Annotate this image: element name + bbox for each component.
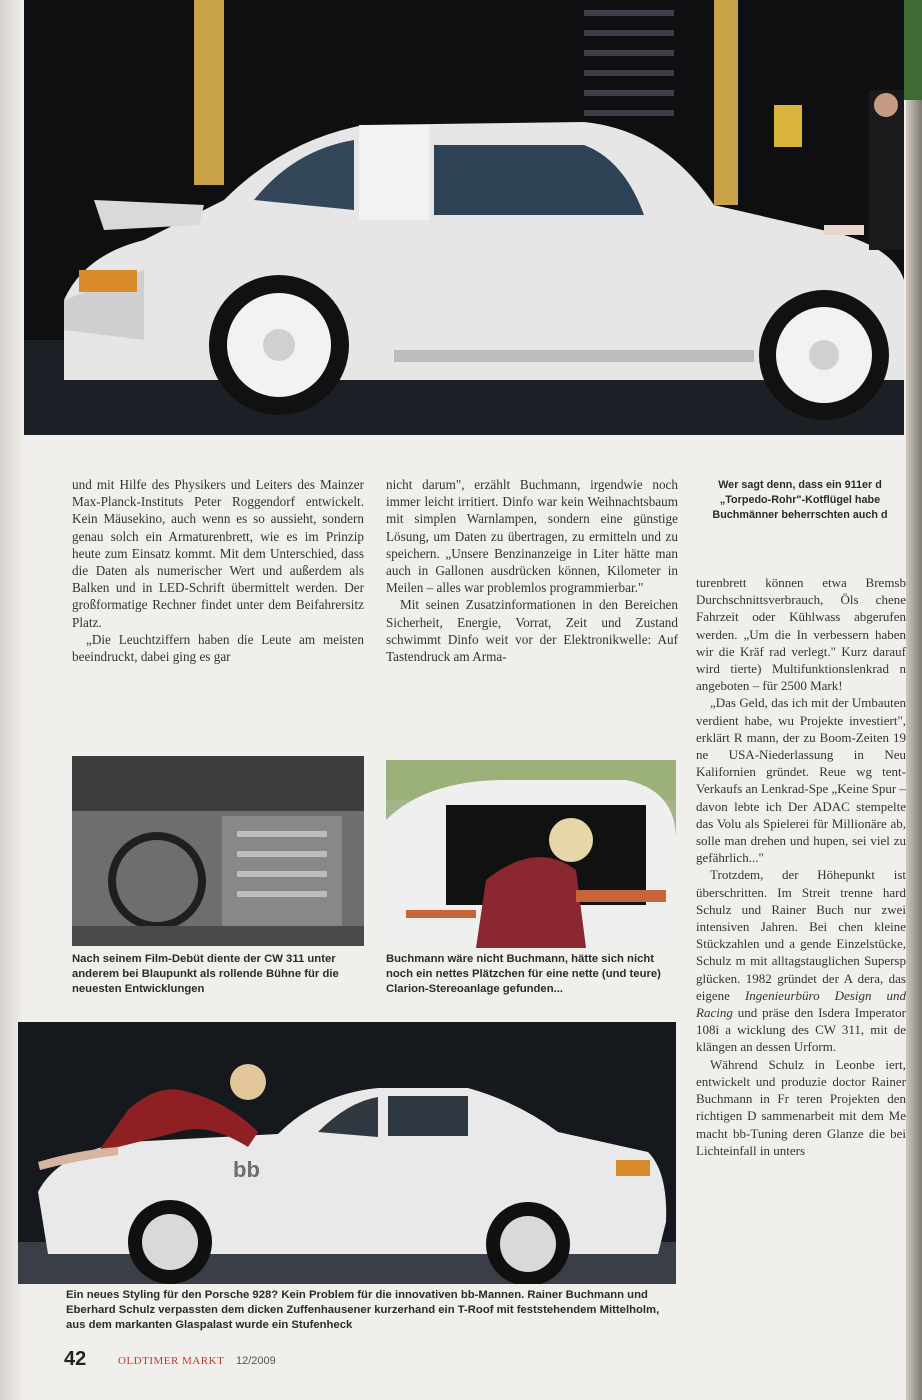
photo-interior-dashboard (72, 756, 364, 946)
caption-porsche-928: Ein neues Styling für den Porsche 928? Kein Problem für die innovativen bb-Mannen. Rainer Buchmann und Eberhard Schulz verpassten dem dicken Zuffenhausener kurzerhand ein T-Roof mit feststehendem Mittelholm, aus dem markanten Glaspalast wurde ein Stufenheck (66, 1289, 660, 1331)
magazine-name: OLDTIMER MARKT (118, 1355, 225, 1367)
caption-interior: Nach seinem Film-Debüt diente der CW 311 unter anderem bei Blaupunkt als rollende Bühne für die neuesten Entwicklungen (72, 953, 339, 995)
paragraph: Während Schulz in Leonbe iert, entwickelt und produzie doctor Rainer Buchmann in Fr teren Projekten den richtigen D sammenarbeit mit dem Me macht bb-Tuning deren Glanze die bei Lichteinfall in unters (696, 1056, 906, 1158)
text-column-left (72, 476, 364, 665)
paragraph: nicht darum", erzählt Buchmann, irgendwie noch immer leicht irritiert. Dinfo war kein Weihnachtsbaum mit simplen Warnlampen, sondern eine günstige Lösung, um Daten zu übertragen, zu ermitteln und zu speichern. „Unsere Benzinanzeige in Liter hätte man auch in Gallonen ausdrücken können, Kilometer in Meilen – alles war problemlos programmierbar." (386, 477, 678, 596)
paragraph: und mit Hilfe des Physikers und Leiters des Mainzer Max-Planck-Instituts Peter Roggendorf entwickelt. Kein Mäusekino, auch wenn es so aussieht, sondern genau solch ein Armaturenbrett, wie es im Prinzip heute zum Einsatz kommt. Mit dem Unterschied, dass die Daten als numerischer Wert und außerdem als Balken und in LED-Schrift übermittelt werden. Der großformatige Rechner findet unter dem Beifahrersitz Platz. (72, 477, 364, 630)
photo-928-svg (18, 1022, 676, 1284)
text-column-right (696, 574, 906, 1159)
pull-quote: Wer sagt denn, dass ein 911er d „Torpedo-Rohr"-Kotflügel habe Buchmänner beherrschten auch d (712, 479, 888, 521)
italic-text: Ingenieurbüro Design und Racing (696, 987, 906, 1021)
paragraph: Mit seinen Zusatzinformationen in den Bereichen Sicherheit, Energie, Vorrat, Zeit und Zustand schwimmt Dinfo weit vor der Elektronikwelle: Auf Tastendruck am Arma- (386, 597, 678, 665)
hero-photo-porsche-911 (24, 0, 904, 435)
issue-number: 12/2009 (236, 1355, 276, 1367)
caption-clarion: Buchmann wäre nicht Buchmann, hätte sich nicht noch ein nettes Plätzchen für eine nette (und teure) Clarion-Stereoanlage gefunden... (386, 953, 661, 995)
text-column-middle (386, 476, 678, 665)
photo-interior-svg (72, 756, 364, 946)
hero-photo-svg (24, 0, 904, 435)
photo-clarion-svg (386, 760, 676, 948)
photo-clarion-stereo (386, 760, 676, 948)
page-number: 42 (64, 1348, 87, 1370)
paragraph: „Die Leuchtziffern haben die Leute am meisten beeindruckt, dabei ging es gar (72, 631, 364, 665)
paragraph: Trotzdem, der Höhepunkt ist überschritten. Im Streit trenne hard Schulz und Rainer Buch nur zwei intensiven Jahren. Bei chen kleine Stückzahlen und a gende Einzelstücke, Schulz m mit alltagstauglichen Supersp glücken. 1982 gründet der A dera, das eigene Ingenieurbüro Design und Racing und präse den Isdera Imperator 108i a wicklung des CW 311, mit de klängen an dessen Urform. (696, 867, 906, 1055)
page-edge (906, 0, 922, 1400)
paragraph: „Das Geld, das ich mit der Umbauten verdient habe, wu Projekte investiert", erklärt R mann, der zu Boom-Zeiten 19 ne USA-Niederlassung in Neu Kalifornien gründet. Reue wg tent-Verkaufs an Lenkrad-Spe „Keine Spur – davon lebte ich Der ADAC stempelte das Volu als Spielerei für Millionäre ab, solle man drehen und hupen, sei viel zu gefährlich..." (696, 695, 906, 866)
paragraph: turenbrett können etwa Bremsb Durchschnittsverbrauch, Öls chene Fahrzeit oder Kühlwass abgerufen werden. „Um die In verbessern haben wir die Kräf rad verlegt." Kurz darauf wird tierte) Multifunktionslenkrad n angeboten – für 2500 Mark! (696, 575, 906, 694)
photo-porsche-928 (18, 1022, 676, 1284)
bb-logo: bb (233, 1157, 260, 1182)
